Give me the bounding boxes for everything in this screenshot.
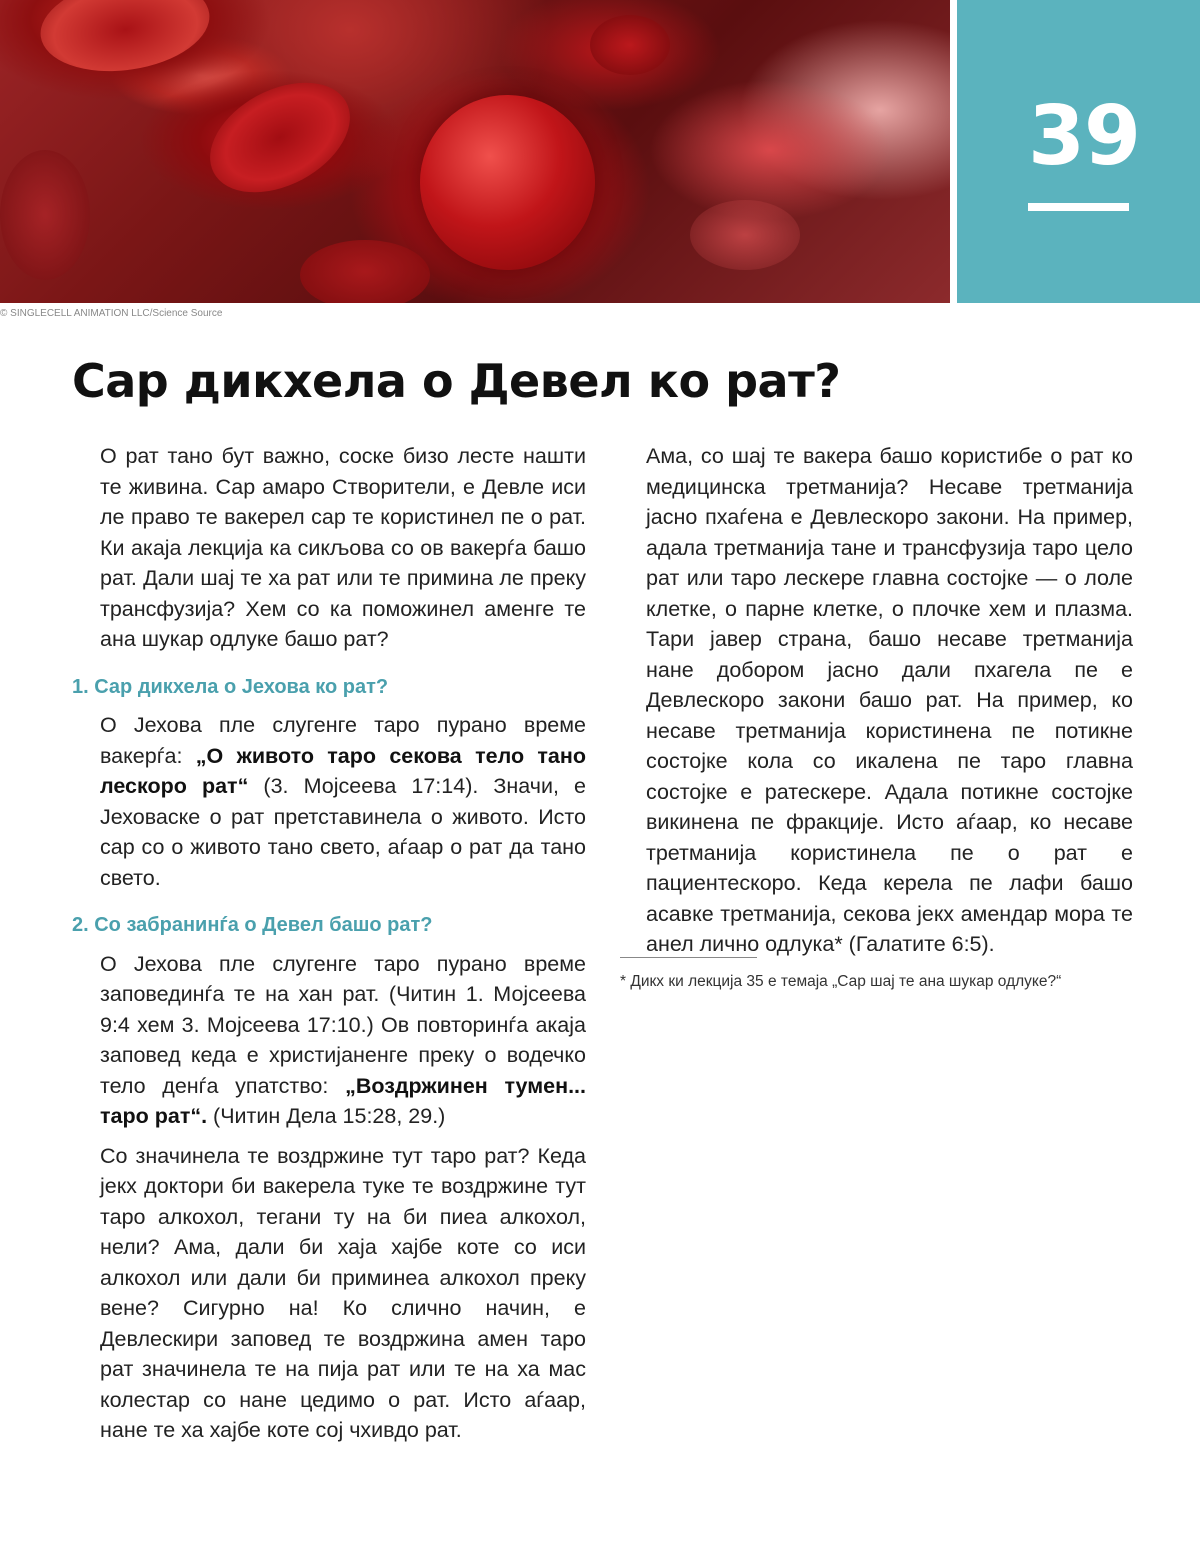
intro-paragraph: О рат тано бут важно, соске бизо лесте нашти те живина. Сар амаро Створители, е Девле иси ле право те вакерел сар те користинел пе о рат. Ки акаја лекција ка сикљова со ов вакерѓа башо рат. Дали шај те ха рат или те примина ле преку трансфузија? Хем со ка поможинел аменге те ана шукар одлуке башо рат? — [100, 444, 586, 651]
right-column — [646, 441, 1133, 960]
hero-image — [0, 0, 950, 303]
blood-cell — [191, 60, 368, 214]
section-1-text: О Јехова пле слугенге таро пурано време вакерѓа: — [100, 713, 586, 768]
blood-cell — [420, 95, 595, 270]
page-title: Сар дикхела о Девел ко рат? — [72, 354, 841, 408]
footnote: * Дикх ки лекција 35 е темаја „Сар шај те ана шукар одлуке?“ — [620, 973, 1062, 990]
blood-cell — [35, 0, 216, 81]
scripture-quote: „О живото таро секова тело тано лескоро рат“ — [100, 743, 586, 798]
section-1-text-cont: (3. Мојсеева 17:14). Значи, е Јеховаске о рат претставинела о живото. Исто сар со о живото тано свето, аѓаар о рат да тано свето. — [100, 774, 586, 890]
scripture-quote: „Воздржинен тумен... таро рат“. — [100, 1073, 586, 1128]
image-credit: © SINGLECELL ANIMATION LLC/Science Source — [0, 308, 223, 319]
blood-cell — [0, 150, 90, 280]
section-2-paragraph — [100, 949, 586, 1132]
section-1-paragraph — [100, 710, 586, 893]
left-column — [72, 441, 586, 1446]
lesson-number-box — [957, 0, 1200, 303]
blood-cell — [690, 200, 800, 270]
footnote-divider — [620, 957, 757, 958]
section-2-text: О Јехова пле слугенге таро пурано време заповединѓа те на хан рат. (Читин 1. Мојсеева 9:4 хем 3. Мојсеева 17:10.) Ов повторинѓа акаја заповед кеда е христијаненге преку о водечко тело денѓа упатство: — [100, 951, 586, 1098]
lesson-number-underline — [1028, 203, 1129, 211]
section-2-text-cont: (Читин Дела 15:28, 29.) — [207, 1104, 446, 1128]
lesson-number: 39 — [1028, 89, 1141, 184]
blood-cell — [300, 240, 430, 303]
section-heading-1: 1. Сар дикхела о Јехова ко рат? — [72, 675, 389, 698]
right-paragraph: Ама, со шај те вакера башо користибе о рат ко медицинска третманија? Несаве третманија јасно пхаѓена е Девлескоро закони. На пример, адала третманија тане и трансфузија таро цело рат или таро лескере главна состојке — о лоле клетке, о парне клетке, о плочке хем и плазма. Тари јавер страна, башо несаве третманија нане добором јасно дали пхагела пе е Девлескоро закони башо рат. На пример, ко несаве третманија користинена пе потикне состојке кола со икалена пе таро главна состојке е ратескере. Адала потикне состојке викинена пе фракције. Исто аѓаар, ко несаве третманија користинела пе о рат е пациентескоро. Кеда керела пе лафи башо асавке третманија, секова јекх амендар мора те анел лично одлука* (Галатите 6:5). — [646, 444, 1133, 956]
blood-cell — [590, 15, 670, 75]
section-2-paragraph-2: Со значинела те воздржине тут таро рат? Кеда јекх доктори би вакерела туке те воздржине тут таро алкохол, тегани ту на би пиеа алкохол, нели? Ама, дали би хаја хајбе коте со иси алкохол или дали би приминеа алкохол преку вене? Сигурно на! Ко слично начин, е Девлескири заповед те воздржина амен таро рат значинела те на пија рат или те на ха мас колестар со нане цедимо о рат. Исто аѓаар, нане те ха хајбе коте сој чхивдо рат. — [100, 1143, 586, 1442]
section-heading-2: 2. Со забранинѓа о Девел башо рат? — [72, 914, 433, 936]
